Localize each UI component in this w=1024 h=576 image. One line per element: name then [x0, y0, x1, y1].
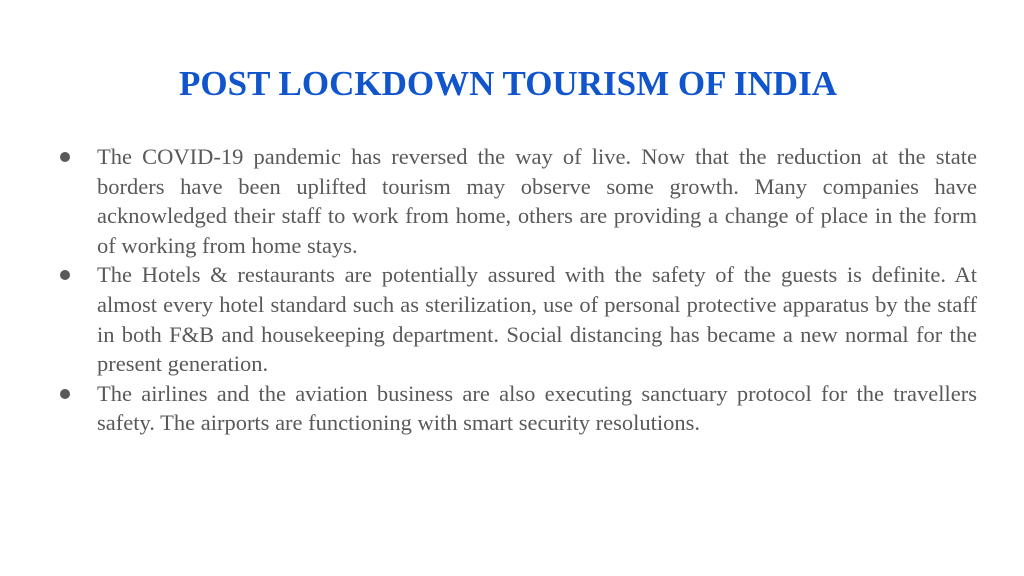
- bullet-text: The COVID-19 pandemic has reversed the way of live. Now that the reduction at the state borders have been uplifted tourism may observe some growth. Many companies have acknowledged their staff to work from home, others are providing a change of place in the form of working from home stays.: [97, 144, 977, 258]
- bullet-list: [57, 142, 977, 438]
- bullet-item-airlines: [57, 379, 977, 438]
- bullet-dot-icon: [60, 152, 70, 162]
- bullet-item-covid: [57, 142, 977, 260]
- slide-title: POST LOCKDOWN TOURISM OF INDIA: [179, 64, 837, 103]
- bullet-text: The airlines and the aviation business are also executing sanctuary protocol for the travellers safety. The airports are functioning with smart security resolutions.: [97, 380, 977, 436]
- bullet-dot-icon: [60, 270, 70, 280]
- bullet-dot-icon: [60, 389, 70, 399]
- bullet-item-hotels: [57, 260, 977, 378]
- bullet-text: The Hotels & restaurants are potentially assured with the safety of the guests is definite. At almost every hotel standard such as sterilization, use of personal protective apparatus by the staff in both F&B and housekeeping department. Social distancing has became a new normal for the present generation.: [97, 262, 977, 377]
